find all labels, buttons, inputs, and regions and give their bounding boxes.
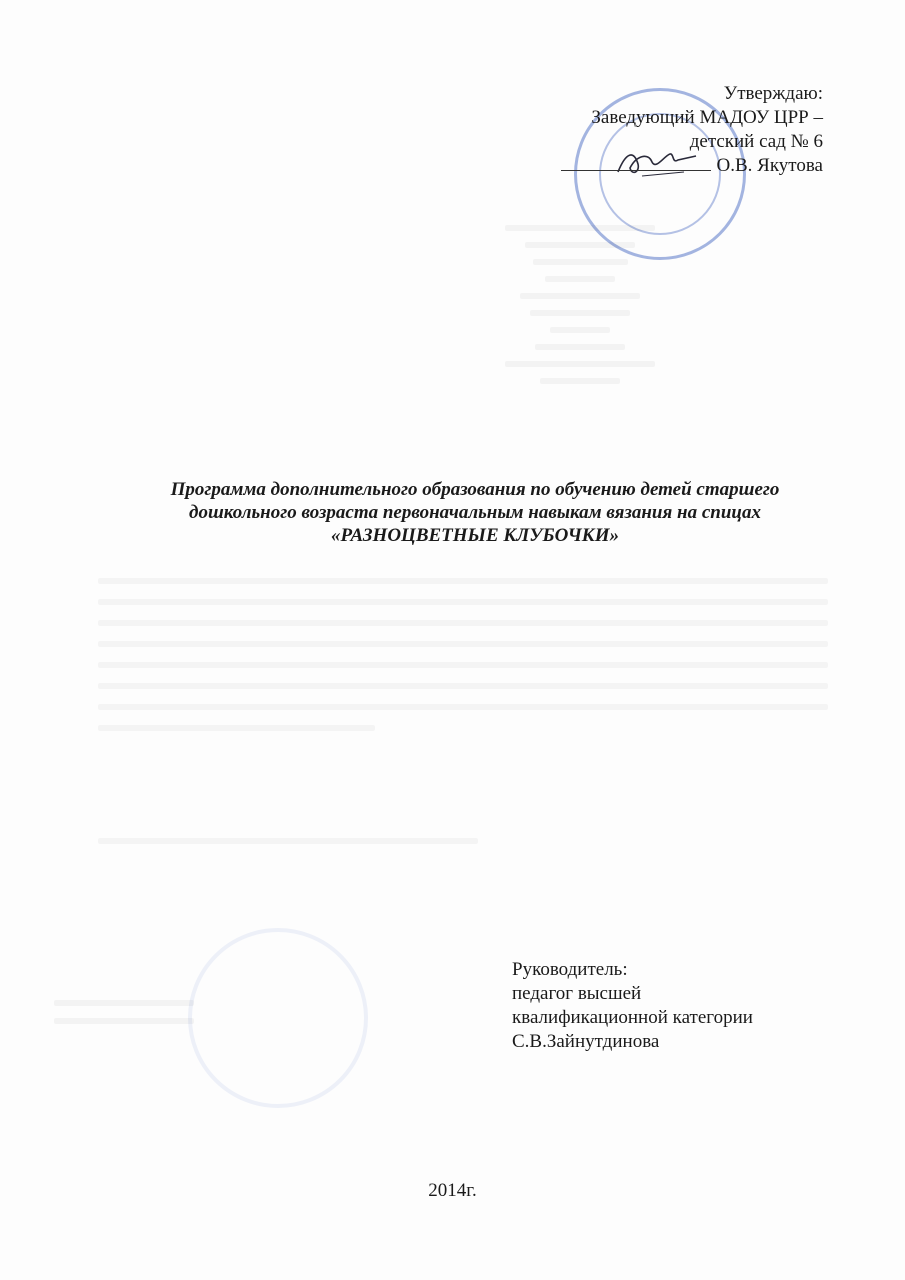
leader-name: С.В.Зайнутдинова <box>512 1031 660 1052</box>
approval-signature-row <box>523 154 823 178</box>
leader-position: педагог высшей <box>512 983 642 1004</box>
leader-category: квалификационной категории <box>512 1007 753 1028</box>
approval-heading: Утверждаю: <box>723 83 823 104</box>
bleed-through-line <box>98 838 478 844</box>
title-line-1: Программа дополнительного образования по обучению детей старшего <box>170 479 780 500</box>
program-title <box>100 478 850 547</box>
approval-position: Заведующий МАДОУ ЦРР – <box>591 107 823 128</box>
approval-name: О.В. Якутова <box>716 155 823 176</box>
approval-block <box>523 82 823 178</box>
document-year: 2014г. <box>428 1180 477 1201</box>
title-line-2: дошкольного возраста первоначальным навыкам вязания на спицах <box>189 502 761 523</box>
title-line-3: «РАЗНОЦВЕТНЫЕ КЛУБОЧКИ» <box>331 525 619 546</box>
bleed-through-text <box>480 225 680 425</box>
signature-line <box>561 170 711 171</box>
bleed-through-signature <box>54 1000 194 1036</box>
bleed-through-paragraph <box>98 578 828 746</box>
approval-organization: детский сад № 6 <box>689 131 823 152</box>
leader-heading: Руководитель: <box>512 959 628 980</box>
leader-block <box>512 958 753 1054</box>
faint-seal-stamp <box>188 928 368 1108</box>
